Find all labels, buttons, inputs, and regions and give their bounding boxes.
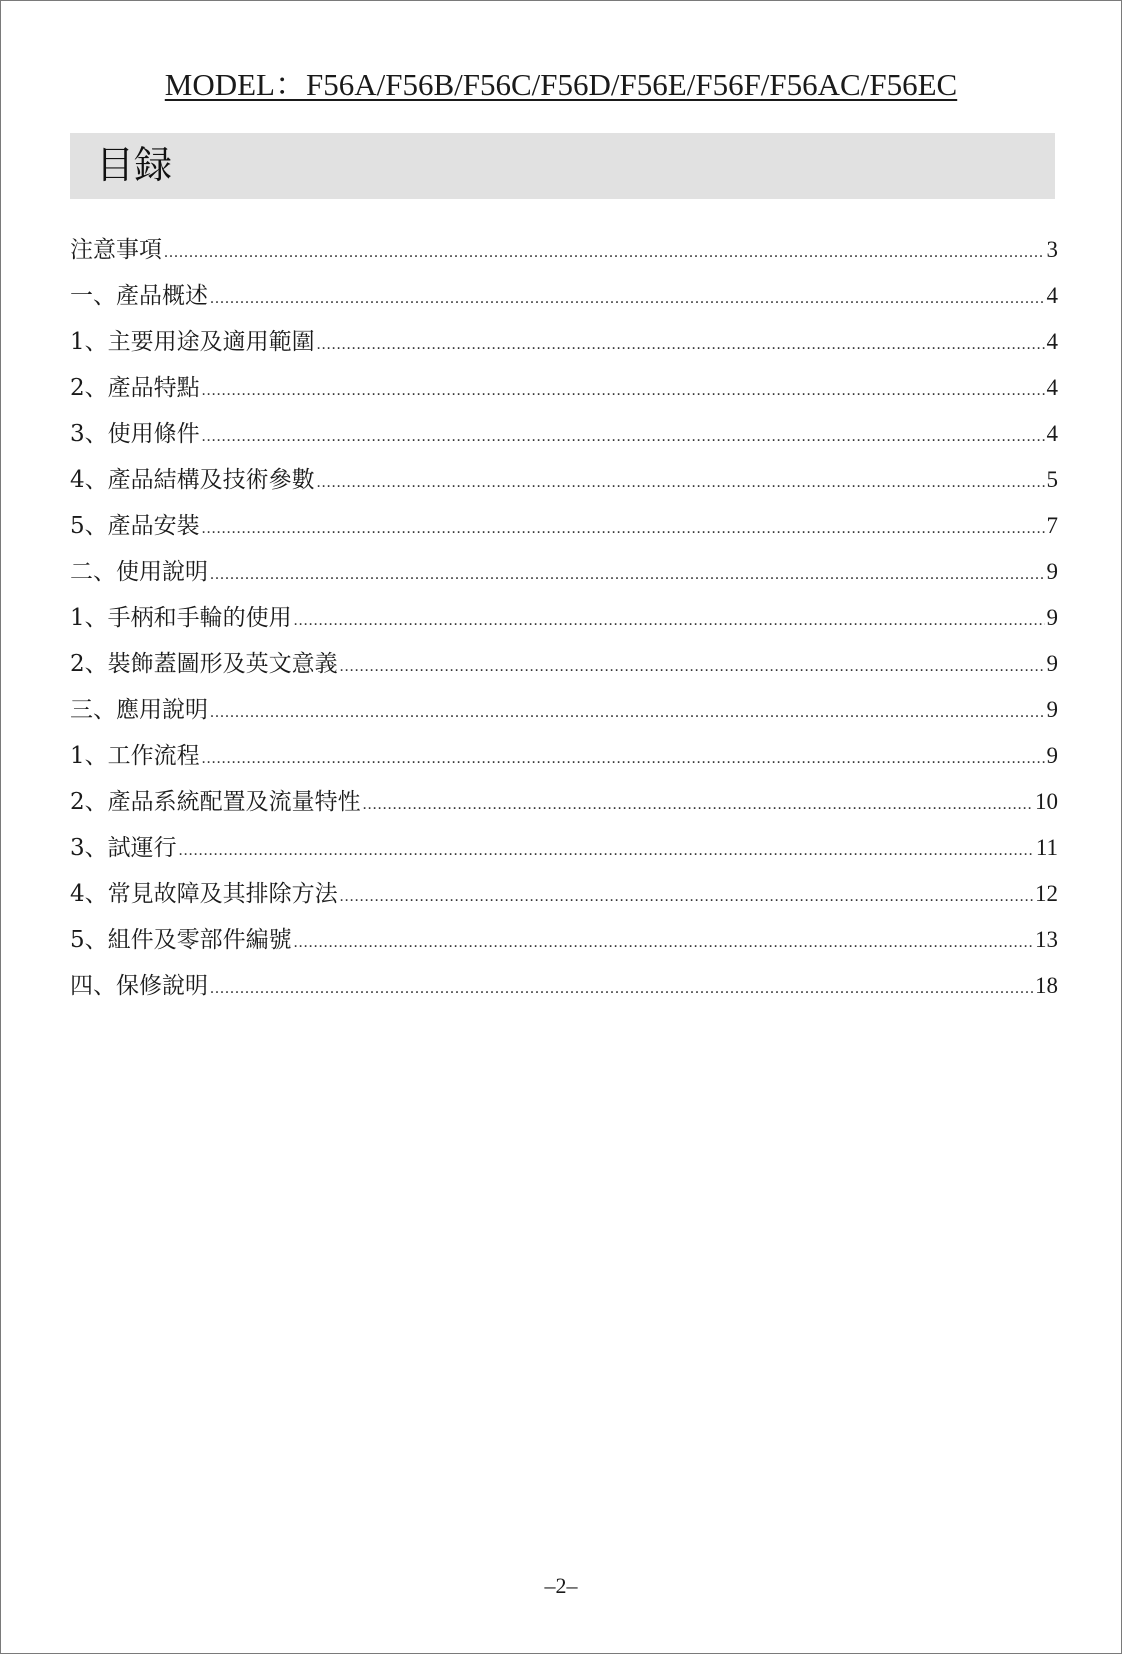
toc-leader-dots: [202, 506, 1045, 552]
toc-entry-page: 4: [1046, 329, 1058, 354]
toc-entry[interactable]: [70, 319, 1058, 365]
toc-entry[interactable]: [70, 595, 1058, 641]
toc-entry-label: 4、常見故障及其排除方法: [70, 881, 338, 907]
toc-entry-label: 2、產品系統配置及流量特性: [70, 789, 361, 815]
toc-leader-dots: [210, 690, 1045, 736]
toc-entry-label: 1、工作流程: [70, 743, 200, 769]
toc-leader-dots: [210, 966, 1033, 1012]
toc-title-band: [70, 133, 1055, 199]
toc-entry-page: 4: [1046, 375, 1058, 400]
toc-leader-dots: [317, 460, 1045, 506]
toc-entry[interactable]: [70, 273, 1058, 319]
toc-leader-dots: [294, 598, 1045, 644]
toc-entry[interactable]: [70, 687, 1058, 733]
toc-leader-dots: [340, 644, 1045, 690]
toc-entry-label: 2、產品特點: [70, 375, 200, 401]
toc-entry-page: 9: [1046, 605, 1058, 630]
toc-entry-label: 三、應用說明: [70, 697, 208, 723]
toc-entry-page: 9: [1046, 697, 1058, 722]
toc-leader-dots: [202, 736, 1045, 782]
toc-leader-dots: [294, 920, 1033, 966]
toc-entry-label: 1、手柄和手輪的使用: [70, 605, 292, 631]
toc-entry-label: 5、產品安裝: [70, 513, 200, 539]
toc-entry[interactable]: [70, 411, 1058, 457]
toc-entry-label: 4、產品結構及技術參數: [70, 467, 315, 493]
page-number: –2–: [544, 1573, 578, 1598]
toc-entry-label: 3、使用條件: [70, 421, 200, 447]
toc-entry-label: 四、保修說明: [70, 973, 208, 999]
toc-leader-dots: [164, 230, 1045, 276]
toc-entry-page: 13: [1035, 927, 1058, 952]
toc-entry[interactable]: [70, 733, 1058, 779]
model-line: MODEL：F56A/F56B/F56C/F56D/F56E/F56F/F56AC/F56EC: [164, 67, 958, 102]
toc-entry-page: 12: [1035, 881, 1058, 906]
model-header: [1, 65, 1121, 105]
toc-entry-label: 注意事項: [70, 237, 162, 263]
toc-entry-page: 3: [1046, 237, 1058, 262]
toc-leader-dots: [210, 552, 1045, 598]
toc-entry[interactable]: [70, 227, 1058, 273]
toc-entry[interactable]: [70, 365, 1058, 411]
toc-entry-page: 9: [1046, 651, 1058, 676]
toc-entry-page: 5: [1046, 467, 1058, 492]
toc-entry[interactable]: [70, 641, 1058, 687]
toc-leader-dots: [202, 414, 1045, 460]
toc-entry[interactable]: [70, 549, 1058, 595]
toc-leader-dots: [202, 368, 1045, 414]
toc-entry[interactable]: [70, 963, 1058, 1009]
toc-leader-dots: [363, 782, 1033, 828]
toc-entry-page: 10: [1035, 789, 1058, 814]
toc-leader-dots: [210, 276, 1045, 322]
toc-entry-page: 18: [1035, 973, 1058, 998]
toc-entry-label: 二、使用說明: [70, 559, 208, 585]
toc-leader-dots: [340, 874, 1033, 920]
toc-entry[interactable]: [70, 871, 1058, 917]
toc-entry[interactable]: [70, 457, 1058, 503]
toc-entry-label: 5、組件及零部件編號: [70, 927, 292, 953]
toc-entry-label: 3、試運行: [70, 835, 177, 861]
toc-entry-page: 4: [1046, 283, 1058, 308]
toc-entry-label: 一、產品概述: [70, 283, 208, 309]
toc-leader-dots: [179, 828, 1034, 874]
toc-entry[interactable]: [70, 503, 1058, 549]
toc-entry-page: 9: [1046, 743, 1058, 768]
toc-entry[interactable]: [70, 779, 1058, 825]
table-of-contents: [70, 227, 1058, 1009]
toc-entry-page: 7: [1046, 513, 1058, 538]
toc-leader-dots: [317, 322, 1045, 368]
toc-entry[interactable]: [70, 825, 1058, 871]
toc-entry-label: 1、主要用途及適用範圍: [70, 329, 315, 355]
toc-title: 目録: [96, 143, 173, 187]
toc-entry-page: 4: [1046, 421, 1058, 446]
toc-entry-page: 11: [1035, 835, 1058, 860]
toc-entry-page: 9: [1046, 559, 1058, 584]
toc-entry[interactable]: [70, 917, 1058, 963]
toc-entry-label: 2、裝飾蓋圖形及英文意義: [70, 651, 338, 677]
